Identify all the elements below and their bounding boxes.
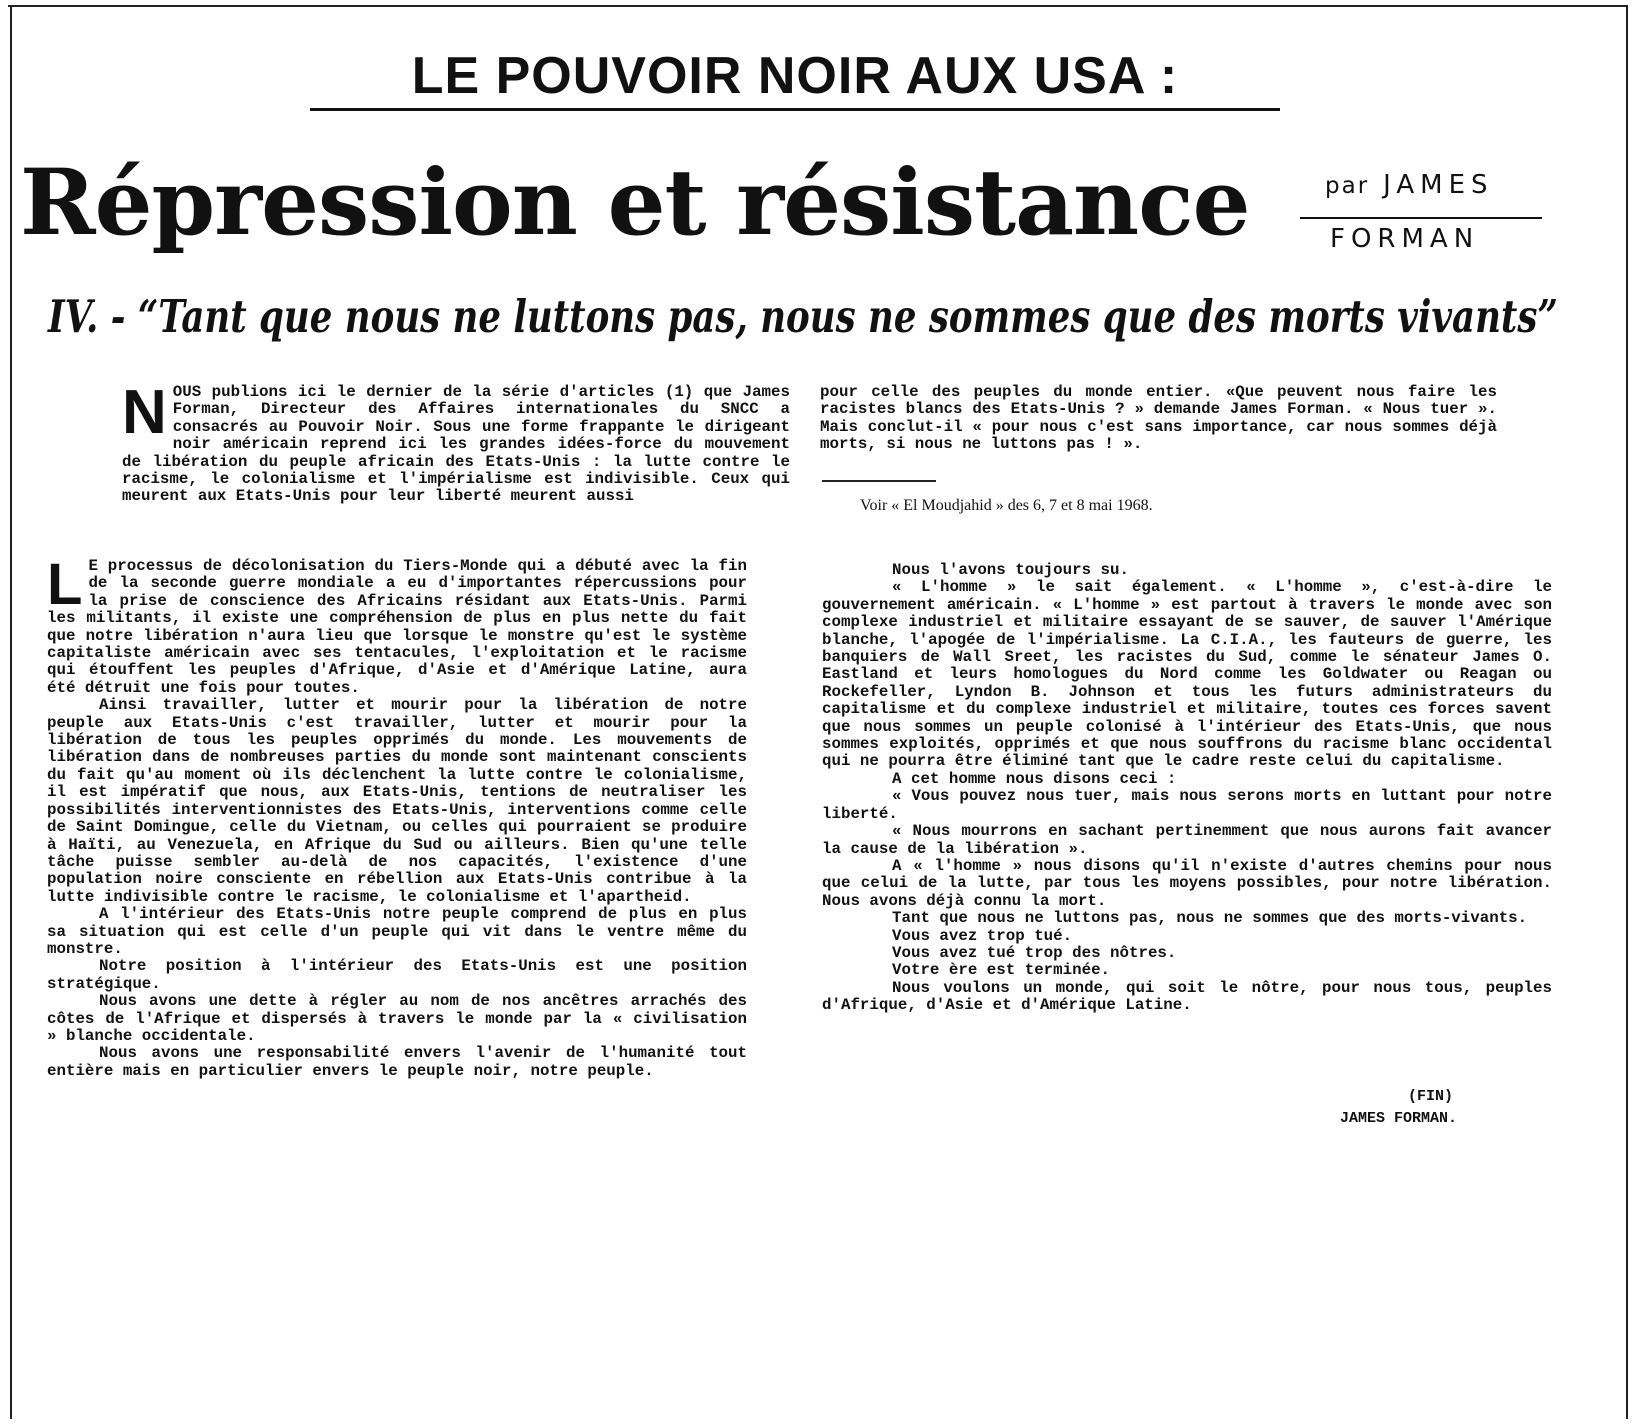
byline-par: par	[1325, 173, 1370, 199]
paragraph: Nous voulons un monde, qui soit le nôtre, pour nous tous, peuples d'Afrique, d'Asie et d'Amérique Latine.	[822, 978, 1552, 1015]
byline-line-1	[1325, 170, 1625, 200]
author-signature: JAMES FORMAN.	[1340, 1110, 1458, 1127]
paragraph: A l'intérieur des Etats-Unis notre peuple comprend de plus en plus sa situation qui est celle d'un peuple qui vit dans le ventre même du monstre.	[47, 905, 747, 958]
paragraph: « Vous pouvez nous tuer, mais nous serons morts en luttant pour notre liberté.	[822, 787, 1552, 823]
page-border-right	[1626, 5, 1628, 1419]
main-headline: Répression et résistance	[20, 150, 1250, 256]
kicker-underline	[310, 108, 1280, 111]
chapo-continuation: pour celle des peuples du monde entier. «Que peuvent nous faire les racistes blancs des Etats-Unis ? » demande James Forman. « Nous tuer ». Mais conclut-il « pour nous c'est sans importance, car nous sommes déjà morts, si nous ne luttons pas ! ».	[820, 383, 1497, 454]
byline-last-name: FORMAN	[1330, 224, 1480, 254]
chapo-right	[820, 384, 1497, 454]
page-border-top	[8, 5, 1628, 7]
byline-first-name: JAMES	[1383, 170, 1494, 200]
page-border-left	[10, 5, 12, 1419]
paragraph: Nous avons une dette à régler au nom de nos ancêtres arrachés des côtes de l'Afrique et dispersés à travers le monde par la « civilisation » blanche occidentale.	[47, 992, 747, 1045]
paragraph: Votre ère est terminée.	[892, 961, 1111, 980]
paragraph: A cet homme nous disons ceci :	[892, 769, 1177, 788]
chapo-left	[122, 378, 790, 506]
footnote-divider	[822, 480, 936, 482]
paragraph: « L'homme » le sait également. « L'homme », c'est-à-dire le gouvernement américain. « L'homme » est partout à travers le monde avec son complexe industriel et militaire essayant de se sauver, de sauver l'Amérique blanche, l'apogée de l'impérialisme. La C.I.A., les fauteurs de guerre, les banquiers de Wall Sreet, les racistes du Sud, comme le sénateur James O. Eastland et leurs homologues du Nord comme les Goldwater ou Reagan ou Rockefeller, Lyndon B. Johnson et tous les futurs administrateurs du capitalisme et du complexe industriel et militaire, toutes ces forces savent que nous sommes un peuple colonisé à l'intérieur des Etats-Unis, que nous sommes exploités, opprimés et que nous souffrons du racisme blanc occidental qui ne pourra être éliminé tant que le cadre reste celui du capitalisme.	[822, 578, 1552, 771]
paragraph: Tant que nous ne luttons pas, nous ne sommes que des morts-vivants.	[892, 909, 1528, 928]
paragraph: Nous avons une responsabilité envers l'avenir de l'humanité tout entière mais en particulier envers le peuple noir, notre peuple.	[47, 1044, 747, 1080]
kicker-headline: LE POUVOIR NOIR AUX USA :	[411, 47, 1179, 105]
paragraph: A « l'homme » nous disons qu'il n'existe d'autres chemins pour nous que celui de la lutte, par tous les moyens possibles, pour notre libération. Nous avons déjà connu la mort.	[822, 856, 1552, 910]
paragraph-text: E processus de décolonisation du Tiers-Monde qui a débuté avec la fin de la seconde guerre mondiale a eu d'importantes répercussions pour la prise de conscience des Africains résidant aux Etats-Unis. Parmi les militants, il existe une compréhension de plus en plus nette du fait que notre libération n'aura lieu que lorsque le monstre qu'est le système capitaliste américain avec ses tentacules, l'exploitation et le racisme qui étouffent les peuples d'Afrique, d'Asie et d'Amérique Latine, aura été détruit une fois pour toutes.	[47, 557, 747, 697]
byline-divider	[1300, 217, 1542, 219]
paragraph: Vous avez trop tué.	[892, 926, 1073, 945]
chapo-paragraph	[122, 378, 790, 506]
paragraph: Ainsi travailler, lutter et mourir pour la libération de notre peuple aux Etats-Unis c'est travailler, lutter et mourir pour la libération de tous les peuples opprimés du monde. Les mouvements de libération dans de nombreuses parties du monde sont maintenant conscients du fait qu'au moment où ils déclenchent la lutte contre le colonialisme, il est impératif que nous, aux Etats-Unis, tentions de neutraliser les possibilités interventionnistes des Etats-Unis, interventions comme celle de Saint Domingue, celle du Vietnam, ou celles qui pourraient se produire à Haïti, au Venezuela, en Afrique du Sud ou ailleurs. Bien qu'une telle tâche puisse sembler au-delà de nos capacités, l'existence d'une population noire consciente en rébellion aux Etats-Unis contribue à la lutte indivisible contre le racisme, le colonialisme et l'apartheid.	[47, 696, 747, 906]
paragraph: Vous avez tué trop des nôtres.	[892, 943, 1177, 962]
article-subtitle: IV. - “Tant que nous ne luttons pas, nous ne sommes que des morts vivants”	[48, 290, 1558, 343]
article-column-left	[47, 552, 747, 1080]
chapo-text: OUS publions ici le dernier de la série d'articles (1) que James Forman, Directeur des Affaires internationales du SNCC a consacrés au Pouvoir Noir. Sous une forme frappante le dirigeant noir américain reprend ici les grandes idées-force du mouvement de libération du peuple africain des Etats-Unis : la lutte contre le racisme, le colonialisme et l'impérialisme est indivisible. Ceux qui meurent aux Etats-Unis pour leur liberté meurent aussi	[122, 383, 790, 506]
chapo-dropcap: N	[122, 378, 167, 447]
paragraph: Notre position à l'intérieur des Etats-Unis est une position stratégique.	[47, 957, 747, 993]
end-mark: (FIN)	[1408, 1088, 1454, 1105]
article-column-right	[822, 562, 1552, 1015]
paragraph: Nous l'avons toujours su.	[892, 561, 1129, 579]
footnote: Voir « El Moudjahid » des 6, 7 et 8 mai 1968.	[860, 497, 1153, 514]
body-dropcap: L	[47, 552, 83, 617]
paragraph: « Nous mourrons en sachant pertinemment que nous aurons fait avancer la cause de la libération ».	[822, 822, 1552, 858]
paragraph	[47, 552, 747, 697]
